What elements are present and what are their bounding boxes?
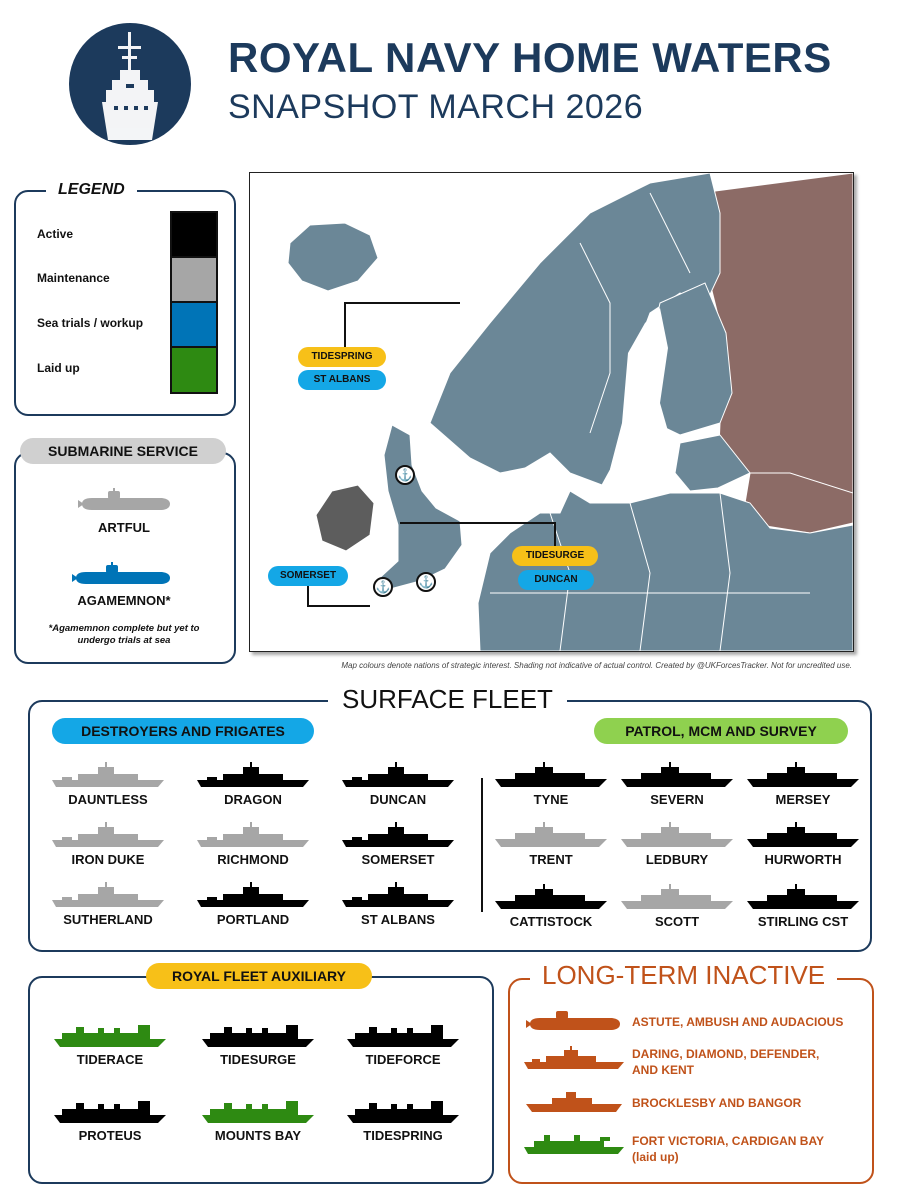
ship-name: MOUNTS BAY [214,1128,302,1143]
ship-name: DUNCAN [369,792,427,807]
ship-name: PORTLAND [216,912,290,927]
submarine-title: SUBMARINE SERVICE [20,438,226,464]
submarine-silhouette-artful [78,488,172,514]
ship-silhouette-mersey [747,762,859,788]
ship-silhouette-scott [621,884,733,910]
ship-name: LEDBURY [645,852,709,867]
map-callout-st-albans: ST ALBANS [298,370,386,390]
emblem [68,22,192,146]
ship-silhouette-proteus [54,1098,166,1124]
ship-name: TIDESPRING [363,1128,443,1143]
anchor-icon: ⚓ [373,577,393,597]
ship-silhouette-iron-duke [52,822,164,848]
ship-silhouette-tidespring [347,1098,459,1124]
submarine-silhouette-agamemnon [72,562,172,588]
ship-name: SCOTT [654,914,700,929]
ship-silhouette-tidesurge [202,1022,314,1048]
legend-label-maintenance: Maintenance [37,271,110,285]
anchor-icon: ⚓ [416,572,436,592]
ship-silhouette-dauntless [52,762,164,788]
ship-silhouette-st-albans [342,882,454,908]
inactive-item-3: BROCKLESBY AND BANGOR [632,1096,802,1110]
ship-name: TRENT [529,852,573,867]
legend-label-seatrials: Sea trials / workup [37,316,144,330]
anchor-icon: ⚓ [395,465,415,485]
ship-name: TYNE [533,792,569,807]
legend-swatch-seatrials [170,301,218,349]
ship-silhouette-portland [197,882,309,908]
legend-swatch-active [170,211,218,259]
ship-silhouette-richmond [197,822,309,848]
ship-name: ST ALBANS [361,912,435,927]
legend-swatch-laidup [170,346,218,394]
ship-name: IRON DUKE [71,852,145,867]
ship-name: HURWORTH [764,852,842,867]
ship-name: TIDERACE [76,1052,144,1067]
ship-silhouette-duncan [342,762,454,788]
ship-silhouette-hurworth [747,822,859,848]
ship-silhouette-tyne [495,762,607,788]
ship-silhouette-somerset [342,822,454,848]
ship-silhouette-cattistock [495,884,607,910]
page-subtitle: SNAPSHOT MARCH 2026 [228,88,644,126]
inactive-submarine-silhouette [526,1009,622,1033]
ship-silhouette-tiderace [54,1022,166,1048]
ship-name: STIRLING CST [757,914,849,929]
inactive-title: LONG-TERM INACTIVE [530,960,837,991]
legend-label-laidup: Laid up [37,361,80,375]
ship-silhouette-mounts-bay [202,1098,314,1124]
ship-silhouette-sutherland [52,882,164,908]
page-title: ROYAL NAVY HOME WATERS [228,34,832,81]
legend-title: LEGEND [46,181,137,199]
ship-name: TIDEFORCE [365,1052,441,1067]
submarine-name-agamemnon: AGAMEMNON* [77,593,171,608]
ship-name: SEVERN [650,792,704,807]
ship-silhouette-dragon [197,762,309,788]
legend-swatch-maintenance [170,256,218,304]
destroyers-title: DESTROYERS AND FRIGATES [52,718,314,744]
inactive-item-2: DARING, DIAMOND, DEFENDER, AND KENT [632,1047,820,1077]
legend-label-active: Active [37,227,74,241]
fleet-divider [481,778,483,912]
map-callout-somerset: SOMERSET [268,566,348,586]
map-callout-duncan: DUNCAN [518,570,594,590]
ship-silhouette-severn [621,762,733,788]
ship-silhouette-stirling-cst [747,884,859,910]
ship-name: DRAGON [224,792,282,807]
ship-name: DAUNTLESS [68,792,148,807]
surface-fleet-title: SURFACE FLEET [328,684,567,715]
map-callout-tidesurge: TIDESURGE [512,546,598,566]
inactive-item-1: ASTUTE, AMBUSH AND AUDACIOUS [632,1015,844,1029]
ship-name: TIDESURGE [220,1052,296,1067]
ship-name: CATTISTOCK [509,914,593,929]
ship-silhouette-tideforce [347,1022,459,1048]
map-caption: Map colours denote nations of strategic interest. Shading not indicative of actual control. Created by @UKForcesTracker. Not for uncredited use. [341,661,852,670]
inactive-mcm-silhouette [526,1090,622,1114]
inactive-destroyer-silhouette [524,1046,624,1070]
submarine-note: *Agamemnon complete but yet to undergo trials at sea [48,623,200,646]
rfa-panel [28,976,494,1184]
rfa-title: ROYAL FLEET AUXILIARY [146,963,372,989]
patrol-title: PATROL, MCM AND SURVEY [594,718,848,744]
ship-name: MERSEY [775,792,831,807]
ship-name: SOMERSET [361,852,435,867]
ship-silhouette-ledbury [621,822,733,848]
map-callout-tidespring: TIDESPRING [298,347,386,367]
inactive-item-4: FORT VICTORIA, CARDIGAN BAY (laid up) [632,1134,825,1164]
ship-name: RICHMOND [217,852,289,867]
ship-silhouette-trent [495,822,607,848]
submarine-name-artful: ARTFUL [98,520,150,535]
inactive-rfa-silhouette [524,1132,624,1156]
ship-name: PROTEUS [78,1128,142,1143]
ship-name: SUTHERLAND [63,912,153,927]
